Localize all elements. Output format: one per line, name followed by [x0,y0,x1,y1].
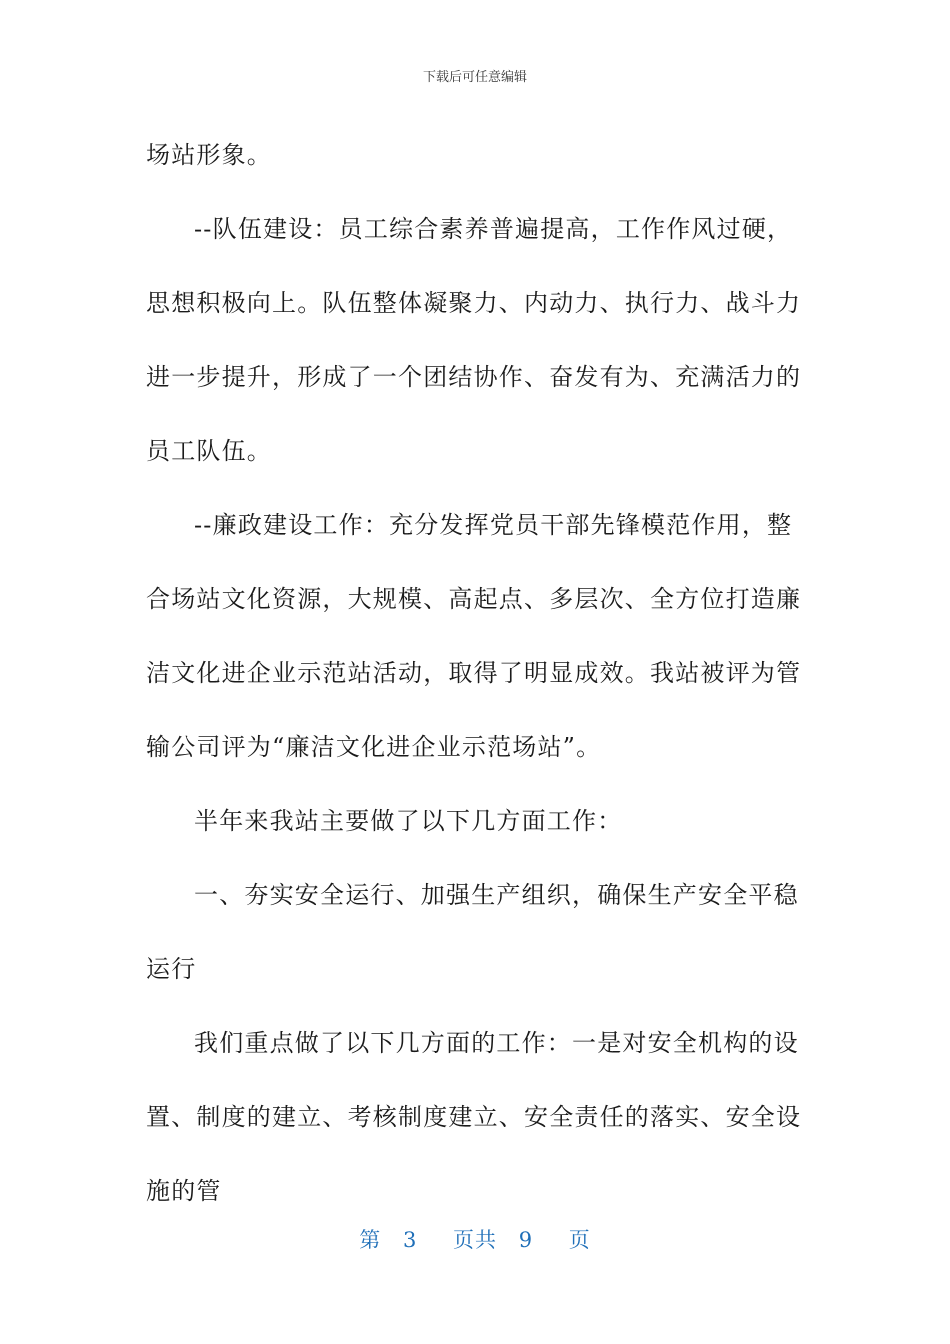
paragraph: 我们重点做了以下几方面的工作：一是对安全机构的设置、制度的建立、考核制度建立、安全责任的落实、安全设施的管 [146,1029,802,1205]
header-note: 下载后可任意编辑 [422,70,527,85]
paragraph: --廉政建设工作：充分发挥党员干部先锋模范作用，整合场站文化资源，大规模、高起点、多层次、全方位打造廉洁文化进企业示范站活动，取得了明显成效。我站被评为管输公司评为“廉洁文化进企业示范场站”。 [146,511,802,761]
paragraph: 半年来我站主要做了以下几方面工作： [194,807,623,835]
paragraph: 场站形象。 [146,141,272,169]
footer-suffix: 页 [568,1228,591,1252]
footer-total-pages: 9 [518,1228,534,1252]
footer-middle: 页共 [453,1228,497,1252]
paragraph: 一、夯实安全运行、加强生产组织，确保生产安全平稳运行 [146,881,799,983]
page-footer [0,1224,950,1254]
paragraph: --队伍建设：员工综合素养普遍提高，工作作风过硬，思想积极向上。队伍整体凝聚力、内动力、执行力、战斗力进一步提升，形成了一个团结协作、奋发有为、充满活力的员工队伍。 [146,215,802,465]
footer-current-page: 3 [402,1228,418,1252]
footer-prefix: 第 [359,1228,382,1252]
document-body [146,118,806,1228]
